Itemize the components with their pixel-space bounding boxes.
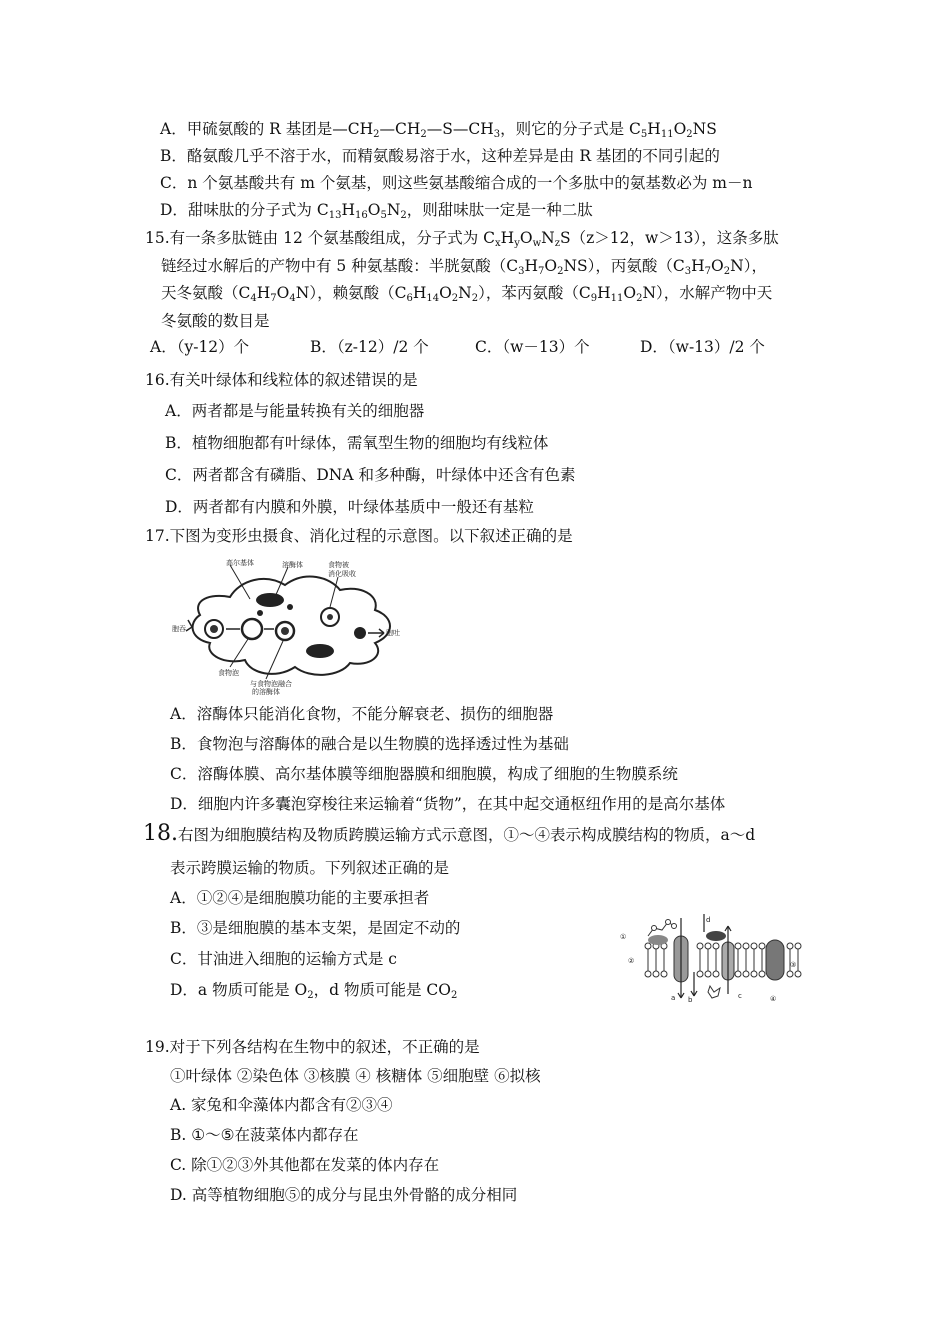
label-b: b: [688, 996, 693, 1004]
label-vacuole: 食物泡: [218, 669, 239, 677]
q16-option-b: B．植物细胞都有叶绿体，需氧型生物的细胞均有线粒体: [165, 434, 549, 452]
q17-option-c: C．溶酶体膜、高尔基体膜等细胞器膜和细胞膜，构成了细胞的生物膜系统: [170, 765, 678, 783]
q17-option-a: A．溶酶体只能消化食物，不能分解衰老、损伤的细胞器: [170, 705, 554, 723]
c-particle: [708, 986, 720, 998]
q16-option-c: C．两者都含有磷脂、DNA 和多种酶，叶绿体中还含有色素: [165, 466, 576, 484]
q18-option-b: B．③是细胞膜的基本支架，是固定不动的: [170, 919, 461, 937]
golgi-body: [256, 593, 284, 607]
sugar-2: [666, 920, 671, 925]
q19-stem: 19.对于下列各结构在生物中的叙述，不正确的是: [145, 1038, 480, 1056]
q19-items: ①叶绿体 ②染色体 ③核膜 ④ 核糖体 ⑤细胞壁 ⑥拟核: [170, 1067, 541, 1085]
q19-option-d: D. 高等植物细胞⑤的成分与昆虫外骨骼的成分相同: [170, 1186, 518, 1204]
label-m2: ②: [628, 957, 635, 965]
label-engulf: 胞吞: [172, 625, 186, 633]
q14-option-d: D．甜味肽的分子式为 $C_{13}H_{16}O_5N_2$，则甜味肽一定是一种二肽: [160, 201, 593, 221]
fused-lysosome-content: [281, 627, 289, 635]
sugar-3: [672, 924, 677, 929]
label-a: a: [671, 994, 676, 1002]
lysosome-2: [287, 604, 293, 610]
label-c: c: [738, 992, 742, 1000]
label-m4: ④: [770, 995, 777, 1003]
q15-stem-line2: 链经过水解后的产物中有 5 种氨基酸：半胱氨酸$(C_3H_7O_2NS)$，丙氨酸$(C_3H_7O_2N)$，: [161, 257, 767, 277]
label-lysosome: 溶酶体: [282, 561, 303, 569]
q16-option-d: D．两者都有内膜和外膜，叶绿体基质中一般还有基粒: [165, 498, 534, 516]
q16-option-a: A．两者都是与能量转换有关的细胞器: [165, 402, 425, 420]
label-fused-2: 的溶酶体: [252, 688, 280, 695]
label-fused: 与食物泡融合: [250, 680, 292, 688]
membrane-diagram: [618, 912, 818, 1004]
q18-option-c: C．甘油进入细胞的运输方式是 c: [170, 950, 397, 968]
q15-stem-line1: 15.有一条多肽链由 12 个氨基酸组成，分子式为 $C_xH_yO_wN_zS(z>12$，w＞13），这条多肽: [145, 229, 779, 249]
q16-stem: 16.有关叶绿体和线粒体的叙述错误的是: [145, 371, 418, 389]
q17-stem: 17.下图为变形虫摄食、消化过程的示意图。以下叙述正确的是: [145, 527, 573, 545]
nucleus: [306, 644, 334, 658]
label-m3: ③: [790, 961, 797, 969]
label-golgi: 高尔基体: [226, 559, 254, 567]
food-vacuole-2: [242, 619, 262, 639]
peripheral-protein: [706, 931, 726, 941]
q19-option-c: C. 除①②③外其他都在发菜的体内存在: [170, 1156, 440, 1174]
q15-option-a: A．（y-12）个: [150, 338, 250, 356]
sugar-1: [652, 926, 657, 931]
label-d: d: [706, 916, 711, 924]
label-digested-2: 消化吸收: [328, 570, 356, 578]
q18-option-d: D．a 物质可能是 $O_2$，d 物质可能是 $CO_2$: [170, 981, 458, 1001]
q18-number: 18.: [143, 821, 178, 846]
q15-stem-line3: 天冬氨酸$(C_4H_7O_4N)$，赖氨酸$(C_6H_{14}O_2N_2)$，苯丙氨酸$(C_9H_{11}O_2N)$，水解产物中天: [161, 284, 773, 304]
amoeba-diagram: [170, 555, 415, 695]
transmembrane-protein-3: [766, 940, 784, 980]
q18-stem-line2: 表示跨膜运输的物质。下列叙述正确的是: [170, 859, 450, 877]
excrete-vacuole: [354, 627, 366, 639]
excrete-arrow: [368, 629, 384, 637]
label-m1: ①: [620, 933, 627, 941]
lysosome-1: [257, 610, 263, 616]
q14-option-a: A．甲硫氨酸的 R 基团是$—CH_2—CH_2—S—CH_3$，则它的分子式是 $C_5H_{11}O_2NS$: [160, 120, 717, 140]
q18-stem-line1: 18.右图为细胞膜结构及物质跨膜运输方式示意图，①～④表示构成膜结构的物质，a～d: [143, 821, 756, 846]
q19-option-a: A. 家兔和伞藻体内都含有②③④: [170, 1096, 393, 1114]
q18-option-a: A．①②④是细胞膜功能的主要承担者: [170, 889, 430, 907]
q15-stem-line4: 冬氨酸的数目是: [161, 312, 270, 330]
q15-option-b: B．（z-12）/2 个: [310, 338, 429, 356]
digest-vacuole-content: [327, 614, 333, 620]
surface-protein: [648, 935, 668, 945]
label-excrete: 胞吐: [386, 629, 400, 637]
q14-option-b: B．酪氨酸几乎不溶于水，而精氨酸易溶于水，这种差异是由 R 基团的不同引起的: [160, 147, 720, 165]
label-digested: 食物被: [328, 561, 349, 569]
transport-arrow-b: [691, 972, 697, 996]
q14-option-c: C．n 个氨基酸共有 m 个氨基，则这些氨基酸缩合成的一个多肽中的氨基数必为 m－n: [160, 174, 753, 192]
q15-option-c: C．（w－13）个: [475, 338, 590, 356]
q15-option-d: D．（w-13）/2 个: [640, 338, 765, 356]
q17-option-d: D．细胞内许多囊泡穿梭往来运输着“货物”，在其中起交通枢纽作用的是高尔基体: [170, 795, 726, 813]
q17-option-b: B．食物泡与溶酶体的融合是以生物膜的选择透过性为基础: [170, 735, 569, 753]
food-vacuole-1-content: [210, 625, 218, 633]
q19-option-b: B. ①～⑤在菠菜体内都存在: [170, 1126, 359, 1144]
engulf-arrow: [186, 620, 192, 631]
